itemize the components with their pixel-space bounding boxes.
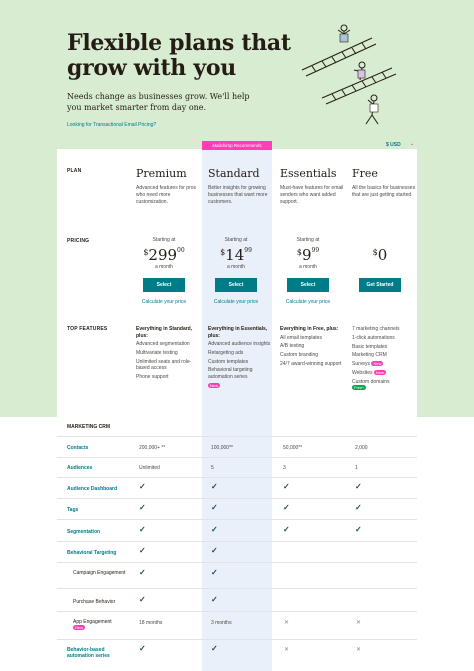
divider [57, 477, 417, 478]
per-month-standard: a month [226, 264, 246, 270]
top-features-row-label: TOP FEATURES [67, 326, 108, 332]
divider [57, 519, 417, 520]
feature-label: Surveys [352, 361, 371, 368]
cross-icon: ✕ [284, 620, 290, 626]
plan-desc-premium: Advanced features for pros who need more customization. [136, 185, 197, 205]
page-title: Flexible plans that grow with you [67, 30, 291, 81]
feature-item: Advanced audience insights [208, 341, 271, 347]
feature-item [352, 379, 418, 392]
calculate-price-essentials-link[interactable]: Calculate your price [285, 299, 331, 305]
plan-desc-standard: Better insights for growing businesses that want more customers. [208, 185, 268, 205]
feature-item: Multivariate testing [136, 349, 178, 356]
feature-item [352, 361, 418, 368]
row-label-app-engagement [73, 619, 112, 631]
feature-item: Advanced segmentation [136, 341, 190, 347]
checkmark-icon: ✓ [211, 546, 218, 555]
cell-audiences-standard: 5 [211, 465, 214, 471]
feature-item: Behavioral targeting automation series [208, 367, 253, 380]
row-label-segmentation: Segmentation [67, 529, 101, 535]
cross-icon: ✕ [284, 647, 290, 653]
plan-desc-free: All the basics for businesses that are just getting started. [352, 185, 416, 198]
per-month-essentials: a month [298, 264, 318, 270]
row-label-purchase-behavior: Purchase Behavior [73, 599, 116, 605]
pricing-row-label: PRICING [67, 238, 90, 244]
row-label-audiences: Audiences [67, 465, 93, 471]
divider [57, 611, 417, 612]
features-essentials [280, 326, 346, 370]
price-standard: $^{\$}14^{99}$ [220, 246, 252, 264]
checkmark-icon: ✓ [283, 503, 290, 512]
checkmark-icon: ✓ [283, 482, 290, 491]
feature-item: Custom branding [280, 352, 319, 359]
price-cents-essentials: 99 [311, 247, 320, 254]
divider [57, 498, 417, 499]
marketing-crm-heading: MARKETING CRM [67, 424, 111, 430]
plan-name-premium: Premium [136, 167, 187, 180]
divider [57, 541, 417, 542]
checkmark-icon: ✓ [139, 568, 146, 577]
feature-label: Websites [352, 369, 373, 376]
row-label-campaign-engagement: Campaign Engagement [73, 570, 126, 576]
checkmark-icon: ✓ [211, 644, 218, 653]
checkmark-icon: ✓ [211, 568, 218, 577]
checkmark-icon: ✓ [139, 644, 146, 653]
feature-item: 7 marketing channels [352, 326, 400, 332]
features-free [352, 326, 418, 394]
currency-label: $ USD [386, 142, 401, 148]
price-main-standard: 14 [225, 246, 245, 264]
checkmark-icon: ✓ [139, 595, 146, 604]
divider [57, 436, 417, 437]
cell-audiences-essentials: 3 [283, 465, 286, 471]
divider [57, 639, 417, 640]
checkmark-icon: ✓ [283, 525, 290, 534]
plan-name-free: Free [352, 167, 378, 180]
starting-at-essentials: Starting at [296, 237, 320, 243]
feature-item: A/B testing [280, 343, 305, 350]
price-main-free: 0 [377, 246, 388, 264]
feature-item: Custom templates [208, 358, 249, 365]
feature-item: Basic templates [352, 343, 388, 350]
select-premium-button[interactable]: Select [143, 278, 185, 292]
row-label-tags: Tags [67, 507, 79, 513]
row-label-behavior-series: Behavior-based automation series [67, 647, 110, 659]
cell-audiences-free: 1 [355, 465, 358, 471]
plan-row-label: PLAN [67, 168, 82, 174]
feature-item: 1-click automations [352, 334, 395, 341]
checkmark-icon: ✓ [139, 546, 146, 555]
price-main-premium: 299 [148, 246, 178, 264]
price-main-essentials: 9 [301, 246, 312, 264]
ladder-climbers-illustration [292, 20, 404, 128]
divider [57, 562, 417, 563]
checkmark-icon: ✓ [139, 525, 146, 534]
feature-item: Unlimited seats and role-based access [136, 358, 192, 372]
row-label-contacts: Contacts [67, 445, 89, 451]
app-engagement-label: App Engagement [73, 619, 112, 625]
new-badge: New [375, 369, 384, 375]
checkmark-icon: ✓ [211, 525, 218, 534]
features-head: Everything in Standard, plus: [136, 326, 193, 339]
features-head: Everything in Free, plus: [280, 326, 339, 332]
chevron-down-icon: ⌄ [410, 141, 415, 147]
starting-at-standard: Starting at [224, 237, 248, 243]
feature-item: Phone support [136, 373, 169, 380]
cell-contacts-premium: 200,000+ ** [139, 445, 166, 451]
divider [57, 457, 417, 458]
row-label-audience-dashboard: Audience Dashboard [67, 486, 118, 492]
cross-icon: ✕ [356, 620, 362, 626]
checkmark-icon: ✓ [355, 525, 362, 534]
checkmark-icon: ✓ [211, 595, 218, 604]
checkmark-icon: ✓ [139, 503, 146, 512]
price-premium: $^{\$}299^{00}$ [143, 246, 185, 264]
cell-audiences-premium: Unlimited [139, 465, 160, 471]
price-free: $0 [372, 246, 388, 264]
feature-item: Retargeting ads [208, 349, 244, 356]
select-essentials-button[interactable]: Select [287, 278, 329, 292]
features-premium [136, 326, 202, 383]
starting-at-premium: Starting at [152, 237, 176, 243]
checkmark-icon: ✓ [211, 503, 218, 512]
price-essentials: $^{\$}9^{99}$ [296, 246, 320, 264]
select-standard-button[interactable]: Select [215, 278, 257, 292]
cell-contacts-essentials: 50,000** [283, 445, 303, 451]
price-cents-standard: 99 [244, 247, 252, 254]
calculate-price-premium-link[interactable]: Calculate your price [141, 299, 187, 305]
new-badge: New [373, 361, 382, 367]
new-badge: New [210, 382, 219, 388]
transactional-email-link[interactable]: Looking for Transactional Email Pricing? [67, 122, 157, 128]
plan-name-essentials: Essentials [280, 167, 337, 180]
free-badge: Free* [354, 385, 364, 391]
checkmark-icon: ✓ [139, 482, 146, 491]
checkmark-icon: ✓ [355, 482, 362, 491]
cell-app-engagement-premium: 18 months [139, 620, 163, 626]
plan-name-standard: Standard [208, 167, 260, 180]
feature-item [352, 370, 418, 377]
standard-column-highlight [202, 141, 272, 671]
features-head: Everything in Essentials, plus: [208, 326, 268, 339]
feature-item: All email templates [280, 334, 322, 341]
feature-item: Marketing CRM [352, 352, 387, 359]
recommended-badge: Mailchimp Recommends [202, 141, 272, 150]
currency-selector[interactable] [386, 141, 415, 148]
cross-icon: ✕ [356, 647, 362, 653]
price-cents-premium: 00 [177, 247, 185, 254]
cell-contacts-free: 2,000 [355, 445, 368, 451]
per-month-premium: a month [154, 264, 174, 270]
calculate-price-standard-link[interactable]: Calculate your price [213, 299, 259, 305]
get-started-free-button[interactable]: Get Started [359, 278, 401, 292]
cell-contacts-standard: 100,000** [211, 445, 233, 451]
plan-desc-essentials: Must-have features for email senders who want added support. [280, 185, 344, 205]
feature-label: Custom domains [352, 378, 390, 385]
row-label-behavioral-targeting: Behavioral Targeting [67, 550, 117, 556]
cell-app-engagement-standard: 3 months [211, 620, 232, 626]
divider [57, 588, 417, 589]
checkmark-icon: ✓ [355, 503, 362, 512]
hero-subtitle: Needs change as businesses grow. We'll help you market smarter from day one. [67, 92, 250, 112]
new-badge: New [75, 625, 84, 630]
checkmark-icon: ✓ [211, 482, 218, 491]
features-standard [208, 326, 274, 389]
feature-item: 24/7 award-winning support [280, 360, 342, 367]
